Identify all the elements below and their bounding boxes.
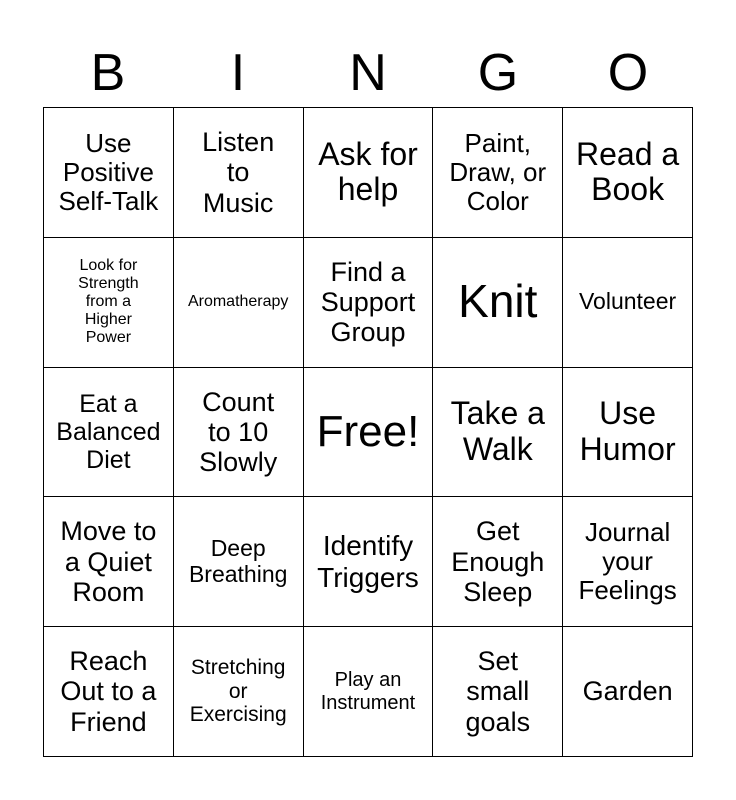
bingo-cell-knit[interactable]: Knit <box>433 238 563 368</box>
bingo-cell-reach-out-to-a-friend[interactable]: Reach Out to a Friend <box>44 627 174 757</box>
bingo-cell-play-an-instrument[interactable]: Play an Instrument <box>304 627 434 757</box>
bingo-cell-eat-a-balanced-diet[interactable]: Eat a Balanced Diet <box>44 368 174 498</box>
bingo-cell-garden[interactable]: Garden <box>563 627 693 757</box>
bingo-cell-set-small-goals[interactable]: Set small goals <box>433 627 563 757</box>
bingo-cell-use-positive-self-talk[interactable]: Use Positive Self-Talk <box>44 108 174 238</box>
header-letter-i: I <box>230 44 246 102</box>
bingo-cell-identify-triggers[interactable]: Identify Triggers <box>304 497 434 627</box>
bingo-cell-free-space[interactable]: Free! <box>304 368 434 498</box>
bingo-cell-take-a-walk[interactable]: Take a Walk <box>433 368 563 498</box>
bingo-cell-get-enough-sleep[interactable]: Get Enough Sleep <box>433 497 563 627</box>
header-letter-n: N <box>349 44 387 102</box>
bingo-cell-stretching-or-exercising[interactable]: Stretching or Exercising <box>174 627 304 757</box>
bingo-cell-move-to-a-quiet-room[interactable]: Move to a Quiet Room <box>44 497 174 627</box>
bingo-cell-paint-draw-color[interactable]: Paint, Draw, or Color <box>433 108 563 238</box>
bingo-cell-aromatherapy[interactable]: Aromatherapy <box>174 238 304 368</box>
header-letter-b: B <box>90 44 126 102</box>
header-letter-o: O <box>607 44 649 102</box>
bingo-cell-count-to-10-slowly[interactable]: Count to 10 Slowly <box>174 368 304 498</box>
bingo-cell-read-a-book[interactable]: Read a Book <box>563 108 693 238</box>
bingo-board <box>43 107 693 757</box>
bingo-cell-deep-breathing[interactable]: Deep Breathing <box>174 497 304 627</box>
bingo-cell-look-for-strength[interactable]: Look for Strength from a Higher Power <box>44 238 174 368</box>
bingo-cell-ask-for-help[interactable]: Ask for help <box>304 108 434 238</box>
bingo-cell-journal-your-feelings[interactable]: Journal your Feelings <box>563 497 693 627</box>
bingo-cell-use-humor[interactable]: Use Humor <box>563 368 693 498</box>
header-letter-g: G <box>477 44 519 102</box>
bingo-cell-find-a-support-group[interactable]: Find a Support Group <box>304 238 434 368</box>
bingo-cell-listen-to-music[interactable]: Listen to Music <box>174 108 304 238</box>
bingo-cell-volunteer[interactable]: Volunteer <box>563 238 693 368</box>
bingo-header <box>43 40 693 106</box>
